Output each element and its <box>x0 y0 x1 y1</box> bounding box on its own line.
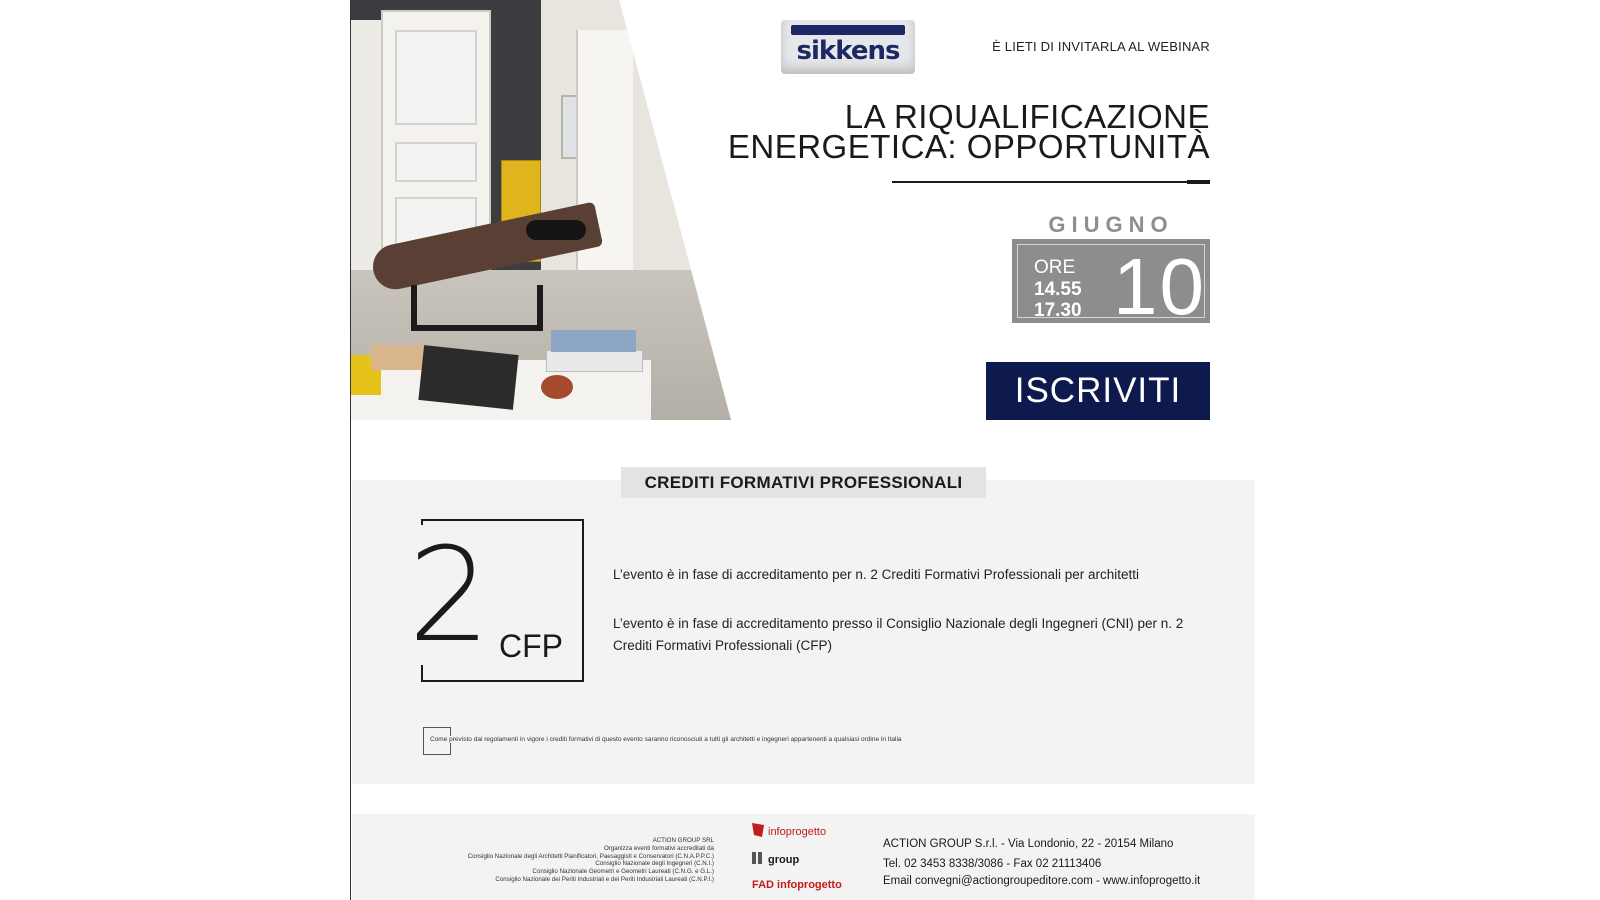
photo-ball <box>541 375 573 399</box>
photo-dark-book <box>418 345 518 410</box>
title-divider-accent <box>1187 180 1210 184</box>
action-group-logo <box>752 851 799 866</box>
organizer-line: Consiglio Nazionale degli Ingegneri (C.N.I.) <box>595 860 714 868</box>
photo-pillow <box>526 220 586 240</box>
event-day: 10 <box>1113 242 1206 331</box>
brand-label: infoprogetto <box>768 826 827 838</box>
credits-engineers-text: L’evento è in fase di accreditamento presso il Consiglio Nazionale degli Ingegneri (CNI) per n. 2 Crediti Formativi Professionali (CFP) <box>613 616 1184 653</box>
invite-text: È LIETI DI INVITARLA AL WEBINAR <box>992 39 1210 54</box>
title-line-2: ENERGETICA: OPPORTUNITÀ <box>727 128 1210 165</box>
brand-label: group <box>768 854 800 866</box>
organizer-line: ACTION GROUP SRL <box>652 837 714 844</box>
photo-blue-book <box>551 330 636 352</box>
door-panel <box>395 30 477 125</box>
action-group-icon <box>752 851 764 865</box>
photo-white-book <box>546 350 643 372</box>
time-end: 17.30 <box>1034 300 1082 321</box>
fad-infoprogetto-logo: FAD infoprogetto <box>752 879 842 891</box>
register-button[interactable]: ISCRIVITI <box>986 362 1210 420</box>
door-panel <box>395 142 477 182</box>
photo-chaise-frame <box>411 285 543 331</box>
organizer-line: Consiglio Nazionale degli Architetti Pianificatori, Paesaggisti e Conservatori (C.N.A.P.P.C.) <box>467 852 714 860</box>
infoprogetto-icon <box>752 823 764 837</box>
organizer-line: Consiglio Nazionale Geometri e Geometri Laureati (C.N.G. e G.L.) <box>532 868 714 876</box>
interior-photo <box>351 0 731 420</box>
organizer-line: Organizza eventi formativi accreditati da <box>603 844 714 852</box>
title-line-1: LA RIQUALIFICAZIONE <box>844 98 1210 135</box>
organizer-line: Consiglio Nazionale dei Periti Industriali e dei Periti Industriali Laureati (C.N.P.I.) <box>495 875 714 883</box>
date-box <box>1012 239 1210 331</box>
cfp-number: 2 <box>408 519 491 671</box>
credits-architects-text: L’evento è in fase di accreditamento per n. 2 Crediti Formativi Professionali per architetti <box>613 567 1140 582</box>
organizer-info <box>468 837 714 884</box>
event-month: GIUGNO <box>1048 212 1174 237</box>
time-label: ORE <box>1034 257 1076 278</box>
cfp-unit: CFP <box>499 628 563 664</box>
logo-bar <box>791 25 905 35</box>
company-address: ACTION GROUP S.r.l. - Via Londonio, 22 - 20154 Milano <box>883 838 1174 850</box>
logo-wordmark: sikkens <box>796 36 900 66</box>
photo-door-edge <box>351 20 381 280</box>
date-box-frame <box>1017 242 1206 331</box>
credits-heading: CREDITI FORMATIVI PROFESSIONALI <box>621 467 986 498</box>
time-start: 14.55 <box>1034 279 1082 300</box>
infoprogetto-logo <box>752 823 826 838</box>
webinar-title <box>727 98 1210 165</box>
credits-note: Come previsto dai regolamenti in vigore i crediti formativi di questo evento saranno riconosciuti a tutti gli architetti e ingegneri appartenenti a qualsiasi ordine in Italia <box>430 736 902 743</box>
sikkens-logo <box>781 20 915 74</box>
company-email[interactable]: Email convegni@actiongroupeditore.com - www.infoprogetto.it <box>883 875 1201 887</box>
company-phone: Tel. 02 3453 8338/3086 - Fax 02 21113406 <box>883 858 1102 870</box>
page-left-border <box>350 0 351 900</box>
title-divider <box>892 181 1210 183</box>
